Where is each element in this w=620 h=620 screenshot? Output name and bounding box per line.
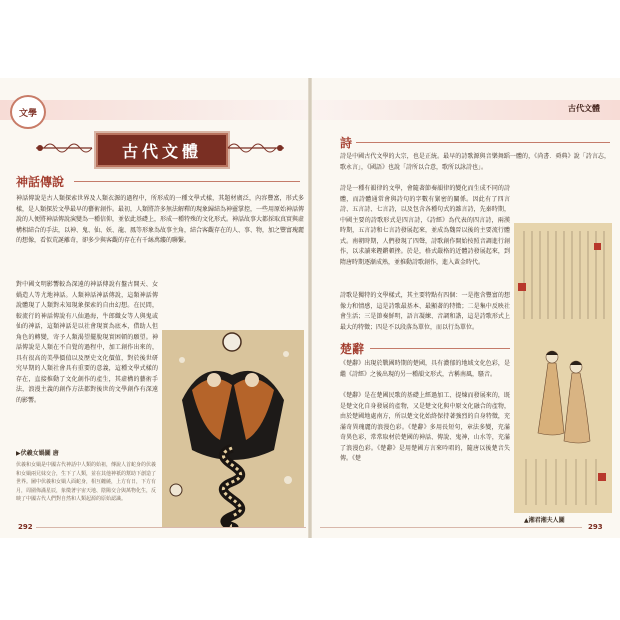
banner-title: 古代文體 (96, 133, 228, 167)
right-footer-rule (320, 527, 582, 528)
section-badge-label: 文學 (18, 108, 37, 119)
paragraph: 《楚辭》是在楚國民歌的基礎上經過加工、提煉而發展來的，既是楚文化自身發展的產物，又是楚文化與中原文化融合的產物，由於楚國地處南方，所以楚文化始終保持著強烈的自身特徵，充滿奇異瑰麗的浪漫色彩。《楚辭》多用長短句，章法多變，充滿奇異色彩，常常取材於楚國的神話、傳說、鬼神，山水等，充滿了浪漫色彩。《楚辭》是用楚國方言來吟唱的，隨唐以後楚音失傳。《楚 (340, 392, 510, 462)
paragraph: 詩歌是獨特的文學樣式，其主要特點有四個：一是抱含豐富的想像力和情感，這是詩歌最基本、最顯著的特徵；二是集中反映社會生活；三是節奏鮮明，語言凝練、音調和諧，這是詩歌形式上最大的特徵；四是不以段落為單位，而以行為單位。 (340, 292, 510, 331)
paragraph: 詩是中國古代文學的大宗，也是正統。最早的詩歌源與音樂舞蹈一體的，《尚書．舜典》說「詩言志，歌永言」，《國語》也說「詩所以合意，歌所以詠詩也」。 (340, 153, 610, 171)
right-page-number: 293 (588, 523, 603, 531)
painting-caption: ▲湘君湘夫人圖 (524, 517, 565, 524)
heading-myth-legend: 神話傳說 (16, 175, 65, 189)
book-spread (0, 78, 620, 538)
heading-poetry: 詩 (340, 136, 353, 150)
xiangjun-image (514, 223, 612, 513)
book-gutter (308, 78, 312, 538)
left-footer-rule (36, 527, 306, 528)
paragraph: 詩是一種有韻律的文學，會隨著節奏韻律的變化而生成不同的詩體，而詩體通常會與詩句的字數有緊密的關係。因此有了四言詩、五言詩、七言詩，以及包含各種句式的雜言詩，先秦時期，中國主要的詩歌形式是四言詩，《詩經》為代表的四言詩，兩漢時期，五言詩和七言詩發展起來，並成為魏晉以後的主要流行體式。南朝時期，人們發現了四聲，詩歌創作開始按照音調進行創作，以求讀來鏗鏘頓挫。於是，格式嚴格的近體詩發展起來，到隋唐時期逐漸成熟，並推動詩歌創作，進入黃金時代。 (340, 185, 510, 266)
paragraph: 對中國文明影響較為深遠的神話傳說有盤古開天、女媧造人等尤地神話。人類神話神話傳說，這類神話傳說體現了人類對未知現象探索的自由幻想。在民間，較流行的神話傳說有八仙過海，牛郎織女等人與鬼或仙的神話，這類神話是以社會現實為底本，借助人但角色的轉變，寄予人類渴望擺脫現實困頓的願望。神話傳說是人類在不自覺的過程中，加工創作出來的，具有很高的美學價值以及歷史文化價值，對於後世研究早期的人類社會具有重要的意義，這種文學式樣的存在，直接推動了文化創作的產生，其虛構的藝術手法，浪漫主義的創作方法都對後世的文學創作有深遠的影響。 (16, 281, 158, 404)
heading-rule (74, 181, 300, 182)
running-title: 古代文體 (568, 104, 600, 113)
illustration-caption-body: 伏羲和女媧是中國古代神話中人類的始祖，傳說人首蛇身的伏羲和女媧兩兄妹交合，生下了人類，並在其他神祇的幫助下創造了世界。圖中伏羲和女媧人面蛇身，相互纏繞，上方有日，下方有月，周圍佈滿星辰，象徵著宇宙天地、陰陽交合與萬物化生，反映了中國古代人們對自然和人類起源的原始認識。 (16, 462, 156, 502)
banner-right-ornament-icon (226, 138, 286, 158)
fuxi-nuwa-painting (162, 330, 304, 528)
section-badge (10, 95, 46, 129)
paragraph: 《楚辭》出現於戰國時期的楚國，具有濃郁的地域文化色彩，是繼《詩經》之後出現的另一種韻文形式，古稱南風，騷音。 (340, 360, 510, 378)
illustration-caption-title: ▶伏羲女媧圖 唐 (16, 450, 59, 457)
heading-chuci: 楚辭 (340, 342, 365, 356)
fuxi-nuwa-image (162, 330, 304, 528)
left-header-band (0, 100, 308, 120)
xiangjun-painting (514, 223, 612, 513)
paragraph: 神話傳說是古人類探索世界及人類衣源的過程中，所形成的一種文學式樣，其題材廣泛，內容豐富，形式多樣，是人類探於文學最早的藝術創作。最初，人類將許多無法解釋的現象歸結為神靈掌控，一些用原始神話傳說的人便將神話傳說演變為一種信仰，並依此基礎上，形成一種特殊的文化形式。神話故事大都採取真實與虛構相結合的手法，以神、鬼、仙、妖、龍、鳳等形象為故事主角，結合客觀存在的人、事、物，加之豐富瑰麗的想像，看似荒誕離奇，卻多少與客觀的存在有千絲萬縷的聯繫。 (16, 195, 305, 244)
left-page-number: 292 (18, 523, 33, 531)
banner-left-ornament-icon (34, 138, 94, 158)
heading-rule (356, 142, 610, 143)
heading-rule (370, 348, 510, 349)
